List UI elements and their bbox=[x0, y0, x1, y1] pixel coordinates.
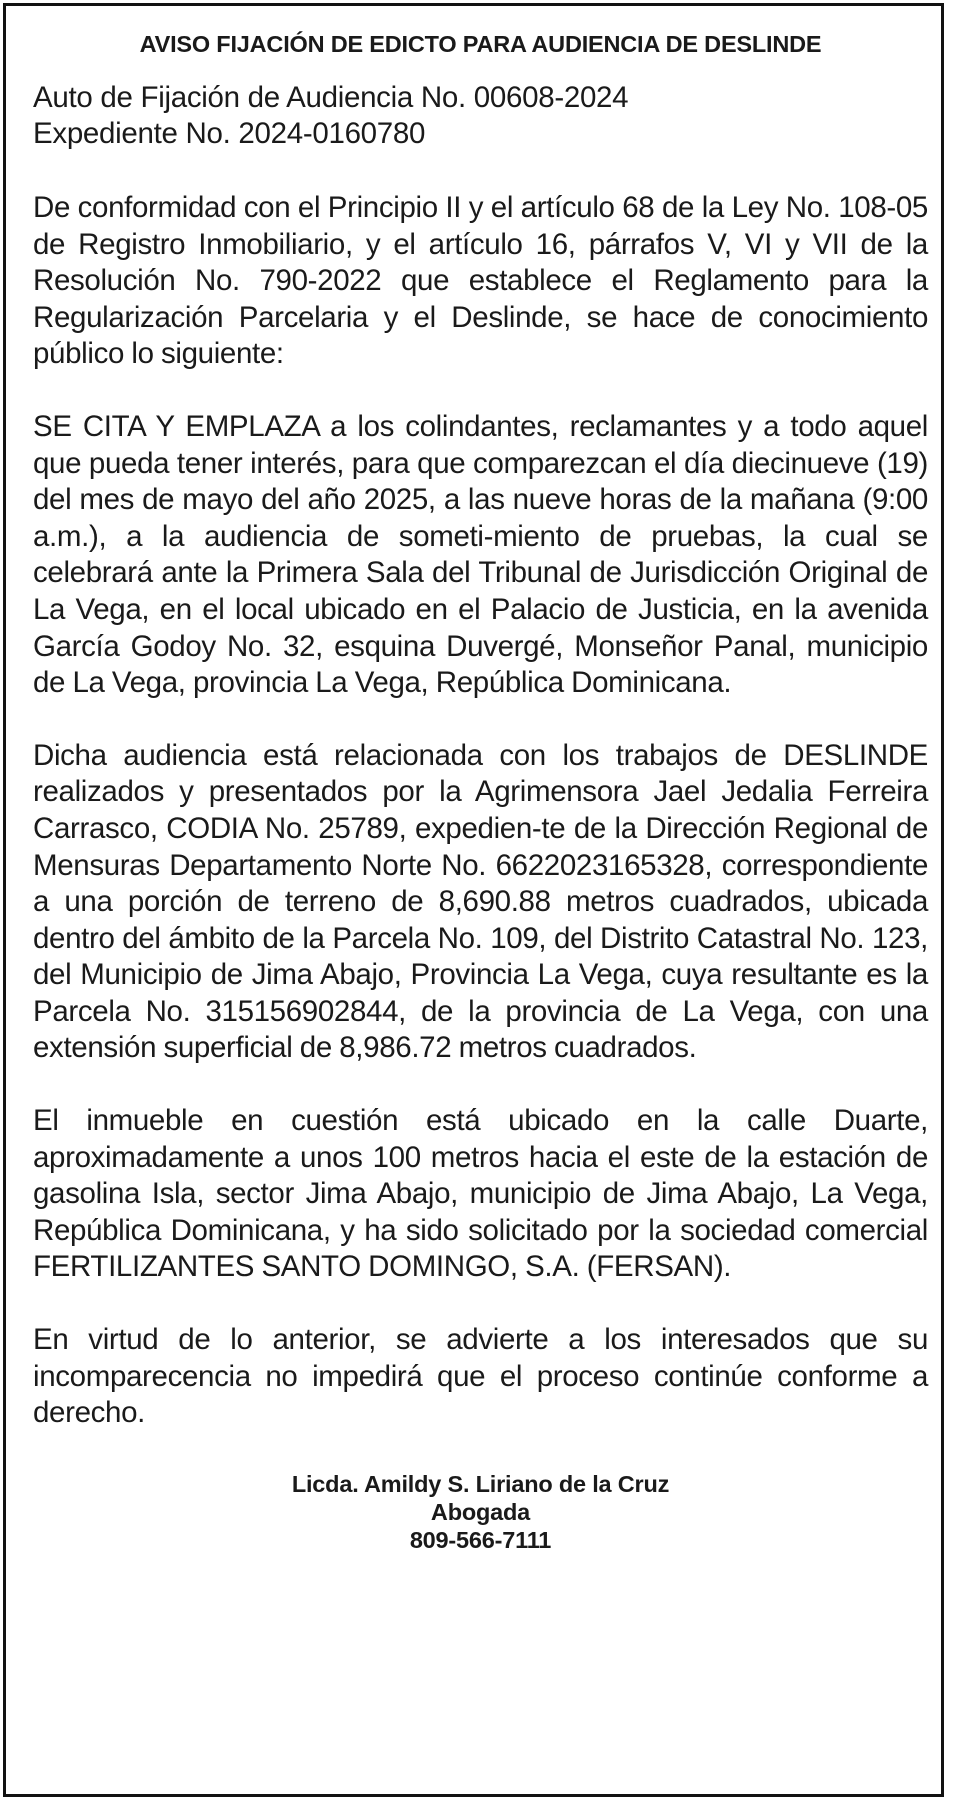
reference-block bbox=[33, 80, 928, 152]
signature-phone: 809-566-7111 bbox=[409, 1526, 552, 1553]
auto-line: Auto de Fijación de Audiencia No. 00608-2024 bbox=[33, 81, 629, 114]
notice-frame bbox=[3, 3, 944, 1797]
paragraph-property-location: El inmueble en cuestión está ubicado en la calle Duarte, aproximadamente a unos 100 metros hacia el este de la estación de gasolina Isla, sector Jima Abajo, municipio de Jima Abajo, La Vega, República Dominicana, y ha sido solicitado por la sociedad comercial FERTILIZANTES SANTO DOMINGO, S.A. (FERSAN). bbox=[33, 1104, 928, 1284]
signature-name: Licda. Amildy S. Liriano de la Cruz bbox=[291, 1470, 670, 1497]
expediente-line: Expediente No. 2024-0160780 bbox=[33, 117, 426, 150]
paragraph-warning: En virtud de lo anterior, se advierte a los interesados que su incomparecencia no impedirá que el proceso continúe conforme a derecho. bbox=[33, 1323, 928, 1430]
notice-content bbox=[33, 6, 928, 1554]
paragraph-survey-details: Dicha audiencia está relacionada con los trabajos de DESLINDE realizados y presentados por la Agrimensora Jael Jedalia Ferreira Carrasco, CODIA No. 25789, expedien-te de la Dirección Regional de Mensuras Departamento Norte No. 6622023165328, correspondiente a una porción de terreno de 8,690.88 metros cuadrados, ubicada dentro del ámbito de la Parcela No. 109, del Distrito Catastral No. 123, del Municipio de Jima Abajo, Provincia La Vega, cuya resultante es la Parcela No. 315156902844, de la provincia de La Vega, con una extensión superficial de 8,986.72 metros cuadrados. bbox=[33, 738, 928, 1065]
notice-title: AVISO FIJACIÓN DE EDICTO PARA AUDIENCIA DE DESLINDE bbox=[139, 31, 822, 57]
signature-role: Abogada bbox=[430, 1498, 531, 1525]
paragraph-summons: SE CITA Y EMPLAZA a los colindantes, reclamantes y a todo aquel que pueda tener interés, para que comparezcan el día diecinueve (19) del mes de mayo del año 2025, a las nueve horas de la mañana (9:00 a.m.), a la audiencia de someti-miento de pruebas, la cual se celebrará ante la Primera Sala del Tribunal de Jurisdicción Original de La Vega, en el local ubicado en el Palacio de Justicia, en la avenida García Godoy No. 32, esquina Duvergé, Monseñor Panal, municipio de La Vega, provincia La Vega, República Dominicana. bbox=[33, 409, 928, 700]
signature-block bbox=[33, 1470, 928, 1554]
paragraph-legal-basis: De conformidad con el Principio II y el artículo 68 de la Ley No. 108-05 de Registro Inmobiliario, y el artículo 16, párrafos V, VI y VII de la Resolución No. 790-2022 que establece el Reglamento para la Regularización Parcelaria y el Deslinde, se hace de conocimiento público lo siguiente: bbox=[33, 191, 928, 371]
